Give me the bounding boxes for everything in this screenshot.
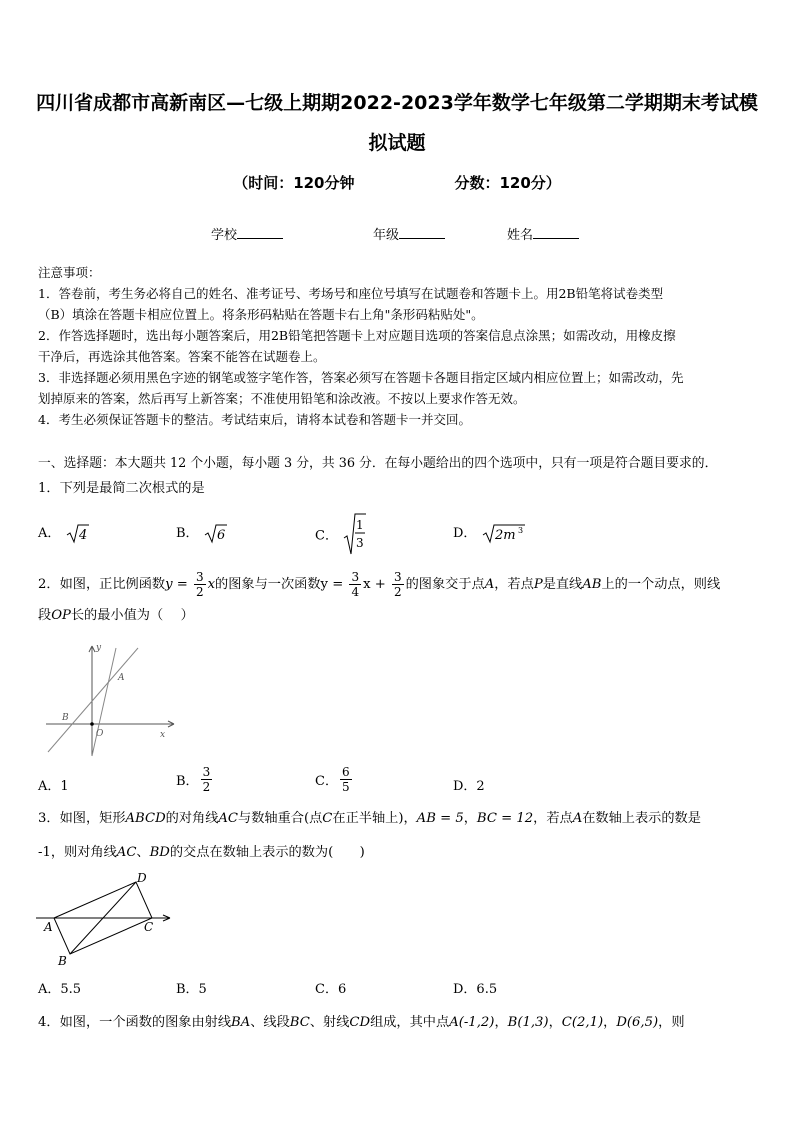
note-line: 4．考生必须保证答题卡的整洁。考试结束后，请将本试卷和答题卡一并交回。 xyxy=(38,412,471,427)
fraction xyxy=(392,570,404,599)
option-a-label: A．1 xyxy=(38,779,69,794)
question-1 xyxy=(38,478,768,500)
q3-text: -1，则对角线 xyxy=(38,845,117,860)
q3-var: BD xyxy=(149,845,170,860)
sqrt-symbol-icon xyxy=(342,512,368,556)
numerator: 6 xyxy=(341,765,350,779)
option-c-label: C．6 xyxy=(315,982,347,997)
q3-text: 的交点在数轴上表示的数为( ) xyxy=(169,845,365,860)
question-4 xyxy=(38,1012,768,1034)
numerator: 3 xyxy=(195,570,204,584)
grade-label: 年级 xyxy=(373,228,400,243)
option-b-label: B． xyxy=(176,774,199,789)
q3-var: AC xyxy=(116,845,137,860)
q2-function-graph xyxy=(40,640,180,760)
q3-var: ABCD xyxy=(125,811,166,826)
q2-var: AB xyxy=(582,577,602,592)
point-b-label: B xyxy=(62,713,69,723)
point-d-label: D xyxy=(137,871,147,885)
q3-var: BC = 12 xyxy=(476,811,534,826)
denominator: 5 xyxy=(341,780,350,794)
fraction xyxy=(201,765,213,794)
q1-option-a[interactable] xyxy=(38,522,91,545)
q2-text: 段 xyxy=(38,608,52,623)
time-label: （时间：120分钟 xyxy=(233,174,355,192)
sqrt-symbol-icon xyxy=(481,523,527,545)
q2-text: 2．如图，正比例函数 xyxy=(38,577,166,592)
q2-option-d[interactable] xyxy=(453,775,485,794)
fraction xyxy=(194,570,206,599)
option-c-label: C． xyxy=(315,528,338,544)
point-a-label: A xyxy=(44,920,53,934)
numerator: 3 xyxy=(393,570,402,584)
q2-option-b[interactable] xyxy=(176,765,214,794)
exam-notes xyxy=(38,262,758,430)
q2-text: 的图象与一次函数 xyxy=(215,577,321,592)
q1-option-c[interactable] xyxy=(315,512,368,556)
name-label: 姓名 xyxy=(507,228,534,243)
x-axis-label: x xyxy=(160,730,166,740)
exam-title-line1: 四川省成都市高新南区—七级上期期2022-2023学年数学七年级第二学期期末考试模 xyxy=(36,92,758,114)
point-b-label: B xyxy=(58,954,67,968)
question-2 xyxy=(38,570,768,627)
fraction xyxy=(349,570,361,599)
note-line: 干净后，再选涂其他答案。答案不能答在试题卷上。 xyxy=(38,349,326,364)
q3-option-b[interactable] xyxy=(176,978,207,997)
q4-point: C(2,1) xyxy=(561,1015,604,1030)
q2-text: y = xyxy=(320,577,348,592)
question-1-stem: 1．下列是最简二次根式的是 xyxy=(38,481,205,496)
q4-var: BA xyxy=(231,1015,251,1030)
q3-text: 、 xyxy=(136,845,150,860)
q4-point: D(6,5) xyxy=(616,1015,659,1030)
denominator: 4 xyxy=(351,585,360,599)
q4-var: BC xyxy=(289,1015,310,1030)
q4-text: 、射线 xyxy=(309,1015,350,1030)
q1-d-exponent: 3 xyxy=(517,525,523,535)
q2-option-a[interactable] xyxy=(38,775,69,794)
q3-var: AB = 5 xyxy=(416,811,464,826)
question-3 xyxy=(38,808,768,864)
grade-field[interactable] xyxy=(373,224,445,243)
q4-point: A(-1,2) xyxy=(449,1015,495,1030)
note-line: 3．非选择题必须用黑色字迹的钢笔或签字笔作答，答案必须写在答题卡各题目指定区域内相应位置上；如需改动，先 xyxy=(38,370,684,385)
q3-option-c[interactable] xyxy=(315,978,346,997)
denominator: 2 xyxy=(393,585,402,599)
q2-var: OP xyxy=(51,608,71,623)
note-line: 2．作答选择题时，选出每小题答案后，用2B铅笔把答题卡上对应题目选项的答案信息点涂黑；如需改动，用橡皮擦 xyxy=(38,328,676,343)
name-blank[interactable] xyxy=(533,226,579,239)
school-label: 学校 xyxy=(211,228,238,243)
exam-title-line2: 拟试题 xyxy=(368,132,426,154)
q3-text: ，若点 xyxy=(533,811,573,826)
name-field[interactable] xyxy=(507,224,579,243)
q4-text: 、线段 xyxy=(250,1015,290,1030)
section-heading: 一、选择题：本大题共 12 个小题，每小题 3 分，共 36 分．在每小题给出的四个选项中，只有一项是符合题目要求的． xyxy=(38,456,718,471)
denominator: 2 xyxy=(202,780,211,794)
point-c-label: C xyxy=(144,920,154,934)
q3-option-a[interactable] xyxy=(38,978,81,997)
option-a-label: A． xyxy=(38,526,61,541)
q3-var: A xyxy=(572,811,583,826)
q2-text: 的图象交于点 xyxy=(405,577,485,592)
q3-rectangle-figure xyxy=(36,868,176,968)
origin-label: O xyxy=(96,729,104,739)
school-blank[interactable] xyxy=(237,226,283,239)
q2-var: P xyxy=(533,577,543,592)
q1-option-d[interactable] xyxy=(453,522,527,545)
q3-var: C xyxy=(322,811,333,826)
q1-option-b[interactable] xyxy=(176,522,229,545)
point-a-label: A xyxy=(118,673,125,683)
q1-b-radicand: 6 xyxy=(216,527,225,543)
fraction xyxy=(340,765,352,794)
q4-text: ， xyxy=(494,1015,508,1030)
note-line: （B）填涂在答题卡相应位置上。将条形码粘贴在答题卡右上角"条形码粘贴处"。 xyxy=(38,307,484,322)
q2-text: 上的一个动点，则线 xyxy=(601,577,721,592)
question-2-options xyxy=(38,765,758,805)
q4-point: B(1,3) xyxy=(507,1015,549,1030)
score-label: 分数：120分） xyxy=(454,174,561,192)
q3-text: 与数轴重合(点 xyxy=(238,811,323,826)
numerator: 3 xyxy=(202,765,211,779)
y-axis-label: y xyxy=(96,643,102,653)
school-field[interactable] xyxy=(211,224,283,243)
note-line: 划掉原来的答案，然后再写上新答案；不准使用铅笔和涂改液。不按以上要求作答无效。 xyxy=(38,391,526,406)
grade-blank[interactable] xyxy=(399,226,445,239)
sqrt-symbol-icon xyxy=(203,523,229,545)
q3-text: 在正半轴上)， xyxy=(332,811,417,826)
q2-text: = xyxy=(172,577,192,592)
q3-option-d[interactable] xyxy=(453,978,497,997)
q1-a-radicand: 4 xyxy=(78,527,87,543)
q3-text: 3．如图，矩形 xyxy=(38,811,126,826)
q4-text: ， xyxy=(548,1015,562,1030)
q2-var: y xyxy=(165,577,173,592)
q3-text: 的对角线 xyxy=(165,811,219,826)
q4-text: ，则 xyxy=(658,1015,685,1030)
denominator: 2 xyxy=(195,585,204,599)
option-d-label: D． xyxy=(453,526,477,541)
option-d-label: D．6.5 xyxy=(453,982,498,997)
q1-d-radicand: 2m xyxy=(494,527,516,543)
sqrt-symbol-icon xyxy=(65,523,91,545)
question-1-options xyxy=(38,518,758,556)
q2-text: 长的最小值为（ ） xyxy=(70,608,194,623)
exam-time-score xyxy=(0,172,794,193)
q2-var: x xyxy=(207,577,216,592)
option-d-label: D．2 xyxy=(453,779,485,794)
option-c-label: C． xyxy=(315,774,338,789)
q4-text: ， xyxy=(603,1015,617,1030)
option-a-label: A．5.5 xyxy=(38,982,82,997)
q3-var: AC xyxy=(218,811,239,826)
q1-c-denominator: 3 xyxy=(356,536,364,550)
numerator: 3 xyxy=(351,570,360,584)
q2-text: x + xyxy=(363,577,390,592)
q2-text: ，若点 xyxy=(494,577,534,592)
q2-option-c[interactable] xyxy=(315,765,354,794)
q4-text: 4．如图，一个函数的图象由射线 xyxy=(38,1015,232,1030)
q3-text: 在数轴上表示的数是 xyxy=(582,811,701,826)
q4-text: 组成，其中点 xyxy=(370,1015,450,1030)
q3-text: ， xyxy=(463,811,477,826)
q2-text: 是直线 xyxy=(542,577,583,592)
question-3-options xyxy=(38,978,758,998)
option-b-label: B． xyxy=(176,526,199,541)
q2-var: A xyxy=(484,577,495,592)
note-line: 1．答卷前，考生务必将自己的姓名、准考证号、考场号和座位号填写在试题卷和答题卡上。用2B铅笔将试卷类型 xyxy=(38,286,664,301)
notes-heading: 注意事项： xyxy=(38,265,101,280)
option-b-label: B．5 xyxy=(176,982,207,997)
q1-c-numerator: 1 xyxy=(356,518,364,532)
q4-var: CD xyxy=(349,1015,371,1030)
